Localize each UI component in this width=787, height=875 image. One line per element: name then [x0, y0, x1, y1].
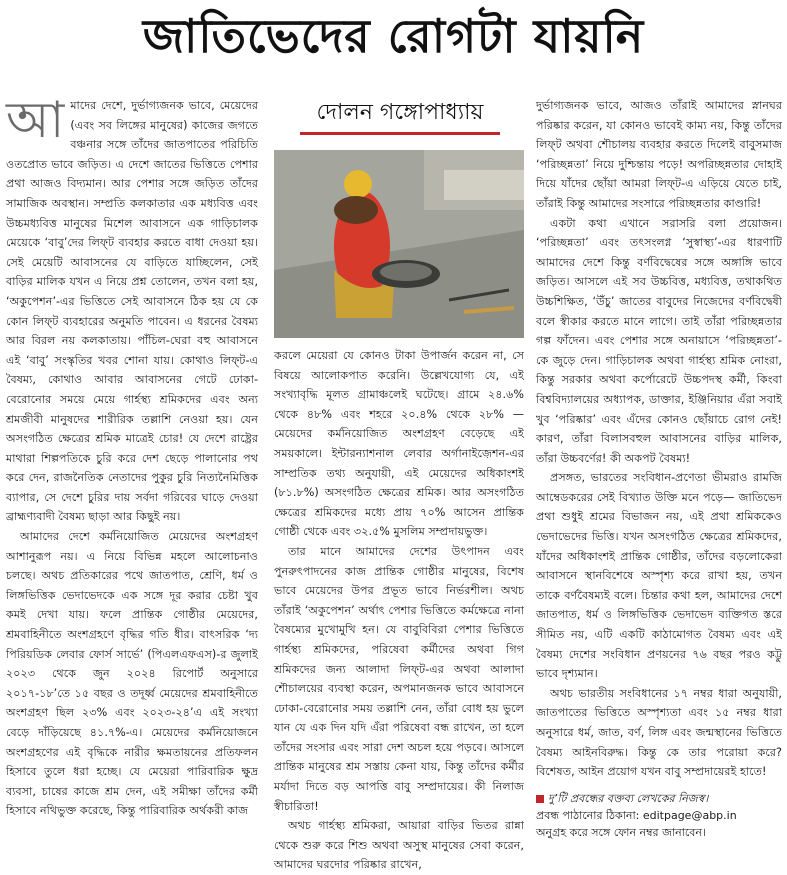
drop-cap: আ — [6, 91, 65, 149]
paragraph: আমাদের দেশে, দুর্ভাগ্যজনক ভাবে, মেয়েদের (এবং সব লিঙ্গের মানুষের) কাজের জগতে বঞ্চনার সঙ্গে তাঁদের জাতপাতের পরিচিতি ওতপ্রোত ভাবে জড়িত। এ দেশে জাতের ভিত্তিতে পেশার প্রথা আজও বিদ্যমান। আর পেশার সঙ্গে জড়িত তাঁদের সামাজিক অবস্থান। সম্প্রতি কলকাতার এক মধ্যবিত্ত এবং উচ্চমধ্যবিত্ত মানুষের মিশেল আবাসনে এক গাড়িচালক মেয়েকে ‘বাবু’দের লিফ্‌ট ব্যবহার করতে বাধা দেওয়া হয়। সেই মেয়েটি আবাসনের যে বাড়িতে যাচ্ছিলেন, সেই বাড়ির মালিক যখন এ নিয়ে প্রশ্ন তোলেন, তখন বলা হয়, ‘অকুপেশন’-এর ভিত্তিতে সেই আবাসনে ঠিক হয় যে কে কোন লিফ্‌ট ব্যবহারের অনুমতি পাবেন। এ ধরনের বৈষম্য আর বিরল নয় কলকাতায়। পাঁচিল-ঘেরা বহু আবাসনে এই ‘বাবু’ সংস্কৃতির খবর শোনা যায়। কোথাও লিফ্‌ট-এ বৈষম্য, কোথাও আবার আবাসনের গেটে ঢোকা-বেরোনোর সময়ে মেয়ে গার্হস্থ্য শ্রমিকদের এবং অন্য শ্রমজীবী মানুষদের শারীরিক তল্লাশি নেওয়া হয়। যেন অসংগঠিত ক্ষেত্রের শ্রমিক মাত্রেই চোর! যে দেশে রাষ্ট্রের মাথারা শিল্পপতিকে চুরি করে দেশ ছেড়ে পালানোর পথ করে দেন, রাজনৈতিক নেতাদের পুকুর চুরি নিত্যনৈমিত্তিক ব্যাপার, সে দেশে চুরির দায় সর্বদা গরিবের ঘাড়ে দেওয়া ব্রাহ্মণ্যবাদী বৈষম্য ছাড়া আর কিছুই নয়। — [6, 91, 258, 524]
author-byline: দোলন গঙ্গোপাধ্যায় — [316, 100, 484, 125]
paragraph: আমাদের দেশে কর্মনিয়োজিত মেয়েদের অংশগ্রহণ আশানুরূপ নয়। এ নিয়ে বিভিন্ন মহলে আলোচনাও চলছে। অথচ প্রতিকারের পথে জাতপাত, শ্রেণি, ধর্ম ও লিঙ্গভিত্তিক ভেদাভেদকে এক সঙ্গে দূর করার চেষ্টা খুব কমই দেখা যায়। ফলে প্রান্তিক গোষ্ঠীর মেয়েদের, শ্রমবাহিনীতে অংশগ্রহণে বৃদ্ধির গতি ধীর। বাৎসরিক ‘দ্য পিরিয়ডিক লেবার ফোর্স সার্ভে’ (পিএলএফএস)-র জুলাই ২০২৩ থেকে জুন ২০২৪ রিপোর্ট অনুসারে ২০১৭-১৮’তে ১৫ বছর ও তদূর্ধ্ব মেয়েদের শ্রমবাহিনীতে অংশগ্রহণ ছিল ২৩% এবং ২০২৩-২৪’এ এই সংখ্যা বেড়ে দাঁড়িয়েছে ৪১.৭%-এ। মেয়েদের কর্মনিয়োজনে অংশগ্রহণের এই বৃদ্ধিকে নারীর ক্ষমতায়নের প্রতিফলন হিসাবে তুলে ধরা হচ্ছে। যে মেয়েরা পারিবারিক ক্ষুদ্র ব্যবসা, চাষের কাজে শ্রম দেন, এই সমীক্ষা তাঁদের কর্মী হিসাবে নথিভুক্ত করেছে, কিন্তু পারিবারিক অর্থকরী কাজ — [6, 530, 258, 818]
paragraph: করলে মেয়েরা যে কোনও টাকা উপার্জন করেন না, সে বিষয়ে আলোকপাত করেনি। উল্লেখযোগ্য যে, এই সংখ্যাবৃদ্ধি মূলত গ্রামাঞ্চলেই ঘটেছে। গ্রামে ২৪.৬% থেকে ৪৮% এবং শহরে ২০.৪% থেকে ২৮% — মেয়েদের কর্মনিয়োজিত অংশগ্রহণ বেড়েছে এই সময়কালে। ইন্টারন্যাশনাল লেবার অর্গানাইজ়েশন-এর সাম্প্রতিক তথ্য অনুযায়ী, এই মেয়েদের অধিকাংশই (৮১.৮%) অসংগঠিত ক্ষেত্রের শ্রমিক। আর অসংগঠিত ক্ষেত্রের শ্রমিকদের মধ্যে প্রায় ৭০% আসেন প্রান্তিক গোষ্ঠী থেকে এবং ৩২.৫% মুসলিম সম্প্রদায়ভুক্ত। — [274, 349, 524, 539]
article-column-1 — [6, 91, 258, 848]
square-bullet-icon — [536, 795, 544, 803]
paragraph: একটা কথা এখানে সরাসরি বলা প্রয়োজন। ‘পরিচ্ছন্নতা’ এবং তৎসংলগ্ন ‘সুস্বাস্থ্য’-এর ধারণাটি আমাদের দেশে কিন্তু বর্ণবিদ্বেষের সঙ্গে অঙ্গাঙ্গি ভাবে জড়িত। আসলে এই সব উচ্চবিত্ত, মধ্যবিত্ত, তথাকথিত উচ্চশিক্ষিত, ‘উঁচু’ জাতের বাবুদের নিজেদের বর্ণবিদ্বেষী বলে স্বীকার করতে মানে লাগে। তাই তাঁরা পরিচ্ছন্নতার গল্প ফাঁদেন। এবং পেশার সঙ্গে অনায়াসে ‘পরিচ্ছন্নতা’-কে জুড়ে দেন। গাড়িচালক অথবা গার্হস্থ্য শ্রমিক নোংরা, কিন্তু সরকার অথবা কর্পোরেটে উচ্চপদস্থ কর্মী, কিংবা বিশ্ববিদ্যালয়ের অধ্যাপক, ডাক্তার, ইঞ্জিনিয়ার এঁরা সবাই খুব ‘পরিষ্কার’ এবং এঁদের কোনও ছোঁয়াচে রোগ নেই! কারণ, তাঁরা বিলাসবহুল আবাসনের বাড়ির মালিক, তাঁরা উচ্চবর্ণের! কী অকপট বৈষম্য! — [536, 216, 782, 465]
paragraph: দুর্ভাগ্যজনক ভাবে, আজও তাঁরাই আমাদের স্নানঘর পরিষ্কার করেন, যা কোনও ভাবেই কাম্য নয়, কিন্তু তাঁদের লিফ্‌ট অথবা শৌচালয় ব্যবহার করতে দিলেই বাবুসমাজ ‘পরিচ্ছন্নতা’ নিয়ে দুশ্চিন্তায় পড়ে! অপরিচ্ছন্নতার দোহাই দিয়ে যাঁদের ছোঁয়া আমরা লিফ্‌ট-এ এড়িয়ে যেতে চাই, তাঁরাই কিন্তু আমাদের সংসারে পরিচ্ছন্নতার কাণ্ডারি! — [536, 99, 782, 210]
paragraph: প্রসঙ্গত, ভারতের সংবিধান-প্রণেতা ভীমরাও রামজি আম্বেডকরের সেই বিখ্যাত উক্তি মনে পড়ে— জাতিভেদ প্রথা শুধুই শ্রমের বিভাজন নয়, এই প্রথা শ্রমিককেও ভেদাভেদের ভিত্তি। যখন অসংগঠিত ক্ষেত্রের শ্রমিকদের, যাঁদের অধিকাংশই প্রান্তিক গোষ্ঠীর, তাঁদের বড়লোকেরা আবাসনে স্থানবিশেষে অস্পৃশ্য করে রাখা হয়, তখন তাকে বর্ণবৈষম্যই বলে। চিন্তার কথা হল, আমাদের দেশে জাতপাত, ধর্ম ও লিঙ্গভিত্তিক ভেদাভেদ ব্যক্তিগত স্তরে সীমিত নয়, এটি একটি কাঠামোগত বৈষম্য এবং এই বৈষম্য দেশের সংবিধান প্রণয়নের ৭৬ বছর পরও কট্টু ভাবে দৃশ্যমান। — [536, 471, 782, 681]
article-column-3 — [536, 96, 782, 848]
photo-illustration — [274, 150, 524, 338]
footnote-disclaimer: দু’টি প্রবন্ধের বক্তব্য লেখকের নিজস্ব। — [536, 790, 782, 807]
paragraph: তার মানে আমাদের দেশের উৎপাদন এবং পুনরুৎপাদনের কাজ প্রান্তিক গোষ্ঠীর মানুষের, বিশেষ ভাবে মেয়েদের উপর প্রভূত ভাবে নির্ভরশীল। অথচ তাঁরাই ‘অকুপেশন’ অর্থাৎ পেশার ভিত্তিতে কর্মক্ষেত্রে নানা বৈষম্যের মুখোমুখি হন। যে বাবুবিবিরা পেশার ভিত্তিতে গার্হস্থ্য শ্রমিকদের, পরিষেবা কর্মীদের অথবা গিগ শ্রমিকদের জন্য আলাদা লিফ্‌ট-এর অথবা আলাদা শৌচালয়ের ব্যবস্থা করেন, অপমানজনক ভাবে আবাসনে ঢোকা-বেরোনোর সময় তল্লাশি নেন, তাঁরা বোধ হয় ভুলে যান যে এক দিন যদি এঁরা পরিষেবা বন্ধ রাখেন, তা হলে তাঁদের সংসার এবং সারা দেশ অচল হয়ে পড়বে। আসলে প্রান্তিক মানুষের শ্রম সস্তায় কেনা যায়, কিন্তু তাঁদের কর্মীর মর্যাদা দিতে বড় আপত্তি বাবু সম্প্রদায়ের। কী নিলাজ স্বীচারিতা! — [274, 544, 524, 813]
headline: জাতিভেদের রোগটা যায়নি — [142, 9, 645, 63]
footnote-phone: অনুগ্রহ করে সঙ্গে ফোন নম্বর জানাবেন। — [536, 825, 706, 839]
footnote — [536, 790, 782, 841]
article-column-2 — [274, 346, 524, 872]
paragraph: অথচ গার্হস্থ্য শ্রমিকরা, আয়ারা বাড়ির ভিতর রান্না থেকে শুরু করে শিশু অথবা অসুস্থ মানুষের সেবা করেন, আমাদের ঘরদোর পরিষ্কার রাখেন, — [274, 819, 524, 872]
article-photo — [274, 150, 524, 338]
byline-underline — [300, 132, 500, 135]
paragraph: অথচ ভারতীয় সংবিধানের ১৭ নম্বর ধারা অনুযায়ী, জাতপাতের ভিত্তিতে অস্পৃশ্যতা এবং ১৫ নম্বর ধারা অনুসারে ধর্ম, জাত, বর্ণ, লিঙ্গ এবং জন্মস্থানের ভিত্তিতে বৈষম্য আইনবিরুদ্ধ। কিন্তু কে তার পরোয়া করে? বিশেষত, আইন প্রয়োগ যখন বাবু সম্প্রদায়েরই হাতে! — [536, 686, 782, 779]
footnote-address: প্রবন্ধ পাঠানোর ঠিকানা: editpage@abp.in — [536, 808, 737, 822]
